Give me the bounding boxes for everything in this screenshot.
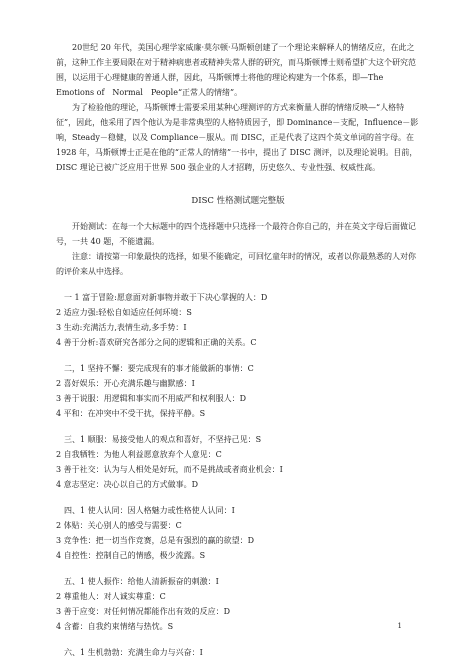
question-3-option-3: 3 善于社交：认为与人相处是好玩，而不是挑战或者商业机会：I [56, 465, 283, 474]
question-group-2 [56, 361, 420, 421]
intro-paragraph-1: 20世纪 20 年代，美国心理学家威廉·莫尔顿·马斯顿创建了一个理论来解释人的情绪反应，在此之前，这种工作主要局限在对于精神病患者或精神失常人群的研究，而马斯顿博士则希望扩大这个研究范围，以运用于心理健康的普通人群，因此，马斯顿博士将他的理论构建为一个体系，即—The Emotions of Normal People“正常人的情绪”。 [56, 43, 416, 97]
question-6-option-1: 六、1 生机勃勃：充满生命力与兴奋：I [64, 648, 203, 657]
question-group-6 [56, 645, 420, 660]
question-1-option-1: 一 1 富于冒险:愿意面对新事物并敢于下决心掌握的人：D [64, 293, 268, 302]
question-2-option-1: 二，1 坚持不懈：要完成现有的事才能做新的事情：C [64, 364, 254, 373]
question-1-option-3: 3 生动:充满活力,表情生动,多手势：I [56, 323, 187, 332]
question-3-option-2: 2 自我牺牲：为他人利益愿意放弃个人意见：C [56, 450, 222, 459]
intro-paragraph-2: 为了检验他的理论，马斯顿博士需要采用某种心理测评的方式来衡量人群的情绪反映—“人格特征”，因此，他采用了四个他认为是非常典型的人格特质因子，即 Dominance－支配，Influence－影响，Steady－稳健，以及 Compliance－服从。而 DISC，正是代表了这四个英文单词的首字母。在 1928 年，马斯顿博士正是在他的“正常人的情绪”一书中，提出了 DISC 测评，以及理论说明。目前，DISC 理论已被广泛应用于世界 500 强企业的人才招聘，历史悠久、专业性强、权威性高。 [56, 103, 419, 172]
question-group-3 [56, 432, 420, 492]
question-4-option-3: 3 竞争性：把一切当作竞赛，总是有强烈的赢的欲望：D [56, 536, 255, 545]
question-1-option-4: 4 善于分析:喜欢研究各部分之间的逻辑和正确的关系。C [56, 338, 257, 347]
instruction-note: 注意：请按第一印象最快的选择，如果不能确定，可回忆童年时的情况，或者以你最熟悉的人对你的评价来从中选择。 [56, 252, 416, 276]
question-3-option-4: 4 意志坚定：决心以自己的方式做事。D [56, 480, 199, 489]
question-1-option-2: 2 适应力强:轻松自如适应任何环境：S [56, 308, 192, 317]
question-5-option-3: 3 善于应变：对任何情况都能作出有效的反应：D [56, 607, 231, 616]
question-group-4 [56, 503, 420, 563]
page-number: 1 [397, 622, 402, 630]
page-content [56, 40, 420, 660]
question-5-option-4: 4 含蓄：自我约束情绪与热忱。S [56, 622, 174, 631]
test-title: DISC 性格测试题完整版 [191, 196, 285, 206]
question-group-5 [56, 574, 420, 634]
question-5-option-2: 2 尊重他人：对人诚实尊重：C [56, 592, 166, 601]
question-group-1 [56, 290, 420, 350]
instruction-start: 开始测试：在每一个大标题中的四个选择题中只选择一个最符合你自己的，并在英文字母后面做记号，一共 40 题，不能遗漏。 [56, 222, 416, 246]
question-4-option-2: 2 体贴：关心别人的感受与需要：C [56, 521, 182, 530]
question-4-option-1: 四、1 使人认同：因人格魅力或性格使人认同：I [64, 506, 235, 515]
question-4-option-4: 4 自控性：控制自己的情感，极少流露。S [56, 551, 206, 560]
question-5-option-1: 五、1 使人振作：给他人清新振奋的刺激：I [64, 577, 219, 586]
question-2-option-3: 3 善于说服：用逻辑和事实而不用威严和权利服人：D [56, 394, 247, 403]
question-2-option-4: 4 平和：在冲突中不受干扰，保持平静。S [56, 409, 206, 418]
question-2-option-2: 2 喜好娱乐：开心充满乐趣与幽默感：I [56, 379, 195, 388]
question-3-option-1: 三、1 顺服：易接受他人的观点和喜好，不坚持己见：S [64, 435, 262, 444]
